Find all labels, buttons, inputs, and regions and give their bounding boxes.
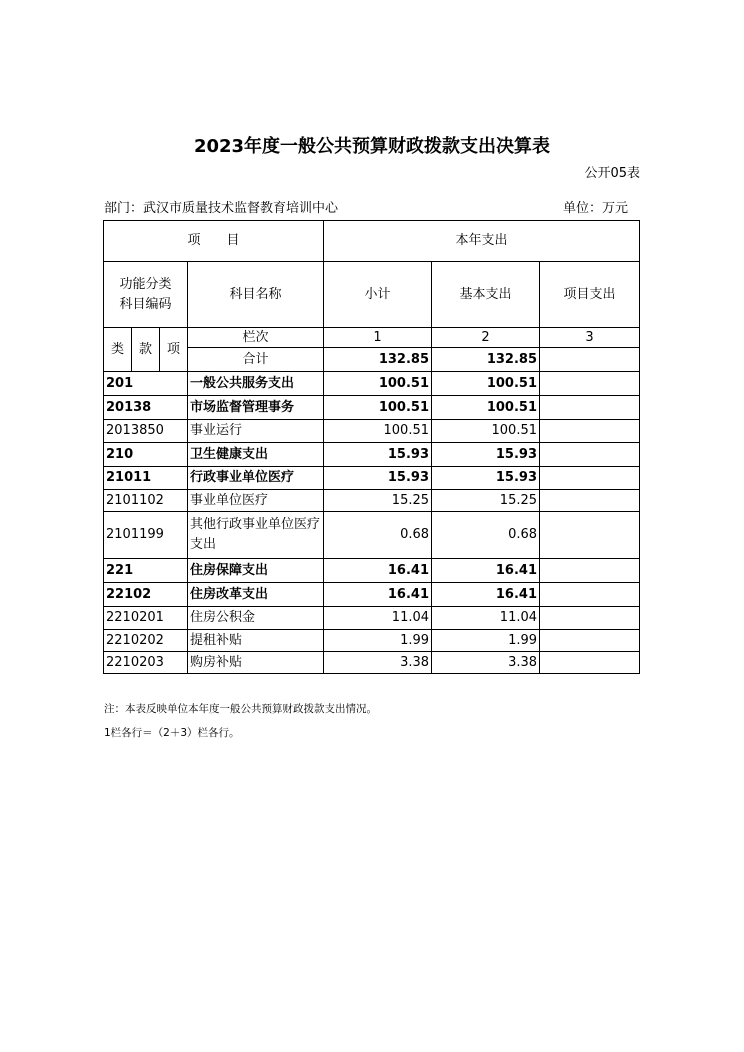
header-col3: 3 — [540, 328, 640, 348]
row-code: 221 — [104, 559, 188, 583]
header-row-2 — [104, 262, 640, 328]
table-row — [104, 490, 640, 512]
header-current-year: 本年支出 — [324, 221, 640, 262]
row-code: 2101102 — [104, 490, 188, 512]
table-row — [104, 559, 640, 583]
row-project — [540, 420, 640, 443]
header-col2: 2 — [432, 328, 540, 348]
row-subject-name: 购房补贴 — [188, 652, 324, 674]
header-func-class-line2: 科目编码 — [119, 296, 172, 312]
row-subtotal: 16.41 — [324, 583, 432, 607]
row-code: 20138 — [104, 396, 188, 420]
total-project — [540, 348, 640, 372]
header-basic: 基本支出 — [432, 262, 540, 328]
row-project — [540, 372, 640, 396]
row-code: 2210202 — [104, 630, 188, 652]
row-project — [540, 652, 640, 674]
row-subtotal: 100.51 — [324, 396, 432, 420]
header-xiang: 项 — [160, 328, 188, 372]
header-item: 项 目 — [104, 221, 324, 262]
row-code: 2210201 — [104, 607, 188, 630]
row-code: 22102 — [104, 583, 188, 607]
row-basic: 1.99 — [432, 630, 540, 652]
row-subject-name: 事业运行 — [188, 420, 324, 443]
header-lei: 类 — [104, 328, 132, 372]
row-basic: 3.38 — [432, 652, 540, 674]
header-project: 项目支出 — [540, 262, 640, 328]
header-row-3 — [104, 328, 640, 348]
table-row — [104, 607, 640, 630]
unit-label: 单位：万元 — [563, 201, 629, 216]
table-row — [104, 652, 640, 674]
row-basic: 0.68 — [432, 512, 540, 559]
form-code: 公开05表 — [584, 166, 640, 181]
table-row — [104, 630, 640, 652]
table-row — [104, 467, 640, 490]
expenditure-table — [103, 220, 640, 674]
row-basic: 16.41 — [432, 583, 540, 607]
total-label: 合计 — [188, 348, 324, 372]
row-basic: 11.04 — [432, 607, 540, 630]
header-subject-name: 科目名称 — [188, 262, 324, 328]
row-subtotal: 1.99 — [324, 630, 432, 652]
row-subtotal: 100.51 — [324, 372, 432, 396]
row-subtotal: 15.93 — [324, 443, 432, 467]
header-func-class-line1: 功能分类 — [119, 276, 172, 292]
header-column-index: 栏次 — [188, 328, 324, 348]
total-basic: 132.85 — [432, 348, 540, 372]
row-subject-name: 住房改革支出 — [188, 583, 324, 607]
row-subject-name: 住房公积金 — [188, 607, 324, 630]
page-title: 2023年度一般公共预算财政拨款支出决算表 — [193, 136, 551, 157]
row-code: 2101199 — [104, 512, 188, 559]
row-subject-name: 一般公共服务支出 — [188, 372, 324, 396]
table-row — [104, 396, 640, 420]
header-row-1 — [104, 221, 640, 262]
row-subtotal: 3.38 — [324, 652, 432, 674]
header-kuan: 款 — [132, 328, 160, 372]
row-basic: 100.51 — [432, 372, 540, 396]
row-code: 201 — [104, 372, 188, 396]
table-row — [104, 512, 640, 559]
row-basic: 15.25 — [432, 490, 540, 512]
row-subtotal: 16.41 — [324, 559, 432, 583]
row-subtotal: 11.04 — [324, 607, 432, 630]
header-func-class — [104, 262, 188, 328]
row-basic: 15.93 — [432, 443, 540, 467]
row-code: 2210203 — [104, 652, 188, 674]
note-line-1: 注：本表反映单位本年度一般公共预算财政拨款支出情况。 — [104, 703, 377, 715]
row-subtotal: 15.93 — [324, 467, 432, 490]
row-subject-name: 住房保障支出 — [188, 559, 324, 583]
table-row — [104, 443, 640, 467]
row-code: 2013850 — [104, 420, 188, 443]
row-subject-name: 提租补贴 — [188, 630, 324, 652]
row-code: 210 — [104, 443, 188, 467]
row-subject-name: 行政事业单位医疗 — [188, 467, 324, 490]
row-project — [540, 583, 640, 607]
row-project — [540, 607, 640, 630]
row-basic: 16.41 — [432, 559, 540, 583]
row-project — [540, 630, 640, 652]
header-subtotal: 小计 — [324, 262, 432, 328]
row-project — [540, 467, 640, 490]
row-project — [540, 559, 640, 583]
department-label: 部门：武汉市质量技术监督教育培训中心 — [104, 201, 339, 216]
row-project — [540, 490, 640, 512]
row-subtotal: 0.68 — [324, 512, 432, 559]
notes — [104, 697, 377, 745]
row-basic: 100.51 — [432, 396, 540, 420]
row-subject-name: 其他行政事业单位医疗支出 — [188, 512, 324, 559]
table-row — [104, 583, 640, 607]
table-row — [104, 372, 640, 396]
row-project — [540, 396, 640, 420]
total-subtotal: 132.85 — [324, 348, 432, 372]
table-row — [104, 420, 640, 443]
header-col1: 1 — [324, 328, 432, 348]
row-subject-name: 事业单位医疗 — [188, 490, 324, 512]
row-project — [540, 443, 640, 467]
row-subtotal: 100.51 — [324, 420, 432, 443]
note-line-2: 1栏各行＝（2＋3）栏各行。 — [104, 727, 240, 739]
row-code: 21011 — [104, 467, 188, 490]
row-subject-name: 市场监督管理事务 — [188, 396, 324, 420]
row-project — [540, 512, 640, 559]
row-basic: 100.51 — [432, 420, 540, 443]
row-subtotal: 15.25 — [324, 490, 432, 512]
row-basic: 15.93 — [432, 467, 540, 490]
row-subject-name: 卫生健康支出 — [188, 443, 324, 467]
